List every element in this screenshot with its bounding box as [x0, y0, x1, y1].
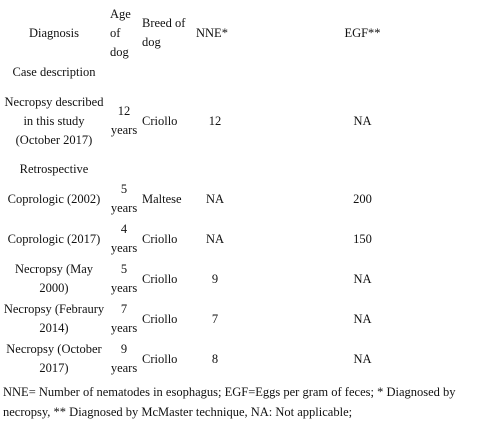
cell-nne: 7: [211, 311, 219, 326]
cell-breed: Maltese: [142, 191, 182, 206]
cell-egf: NA: [353, 271, 372, 286]
header-nne: NNE*: [196, 25, 228, 40]
cell-egf: 150: [353, 231, 372, 246]
cell-diagnosis: Necropsy (May 2000): [14, 262, 94, 295]
cell-age: 7 years: [110, 302, 138, 335]
section-title: Case description: [12, 65, 96, 79]
section-title: Retrospective: [19, 162, 89, 176]
table-row: [0, 179, 489, 219]
header-egf: EGF**: [344, 25, 381, 40]
cell-egf: NA: [353, 351, 372, 366]
cell-age: 12 years: [110, 104, 138, 137]
header-breed: Breed of dog: [142, 16, 186, 49]
cell-nne: 8: [211, 351, 219, 366]
cell-breed: Criollo: [142, 231, 178, 246]
cell-age: 5 years: [110, 262, 138, 295]
cell-diagnosis: Coprologic (2002): [7, 191, 101, 206]
section-row: [0, 160, 489, 179]
cell-egf: NA: [353, 311, 372, 326]
cell-diagnosis: Necropsy (October 2017): [6, 342, 102, 375]
cell-nne: NA: [205, 191, 225, 206]
dog-cases-table: [0, 3, 489, 379]
section-row: [0, 63, 489, 82]
cell-egf: 200: [353, 191, 372, 206]
table-row: [0, 339, 489, 379]
table-row: [0, 299, 489, 339]
table-row: [0, 82, 489, 160]
cell-breed: Criollo: [142, 351, 178, 366]
header-age: Age of dog: [110, 6, 131, 59]
table-row: [0, 219, 489, 259]
cell-diagnosis: Coprologic (2017): [7, 231, 101, 246]
table-row: [0, 259, 489, 299]
cell-egf: NA: [353, 113, 372, 128]
table-footnote: NNE= Number of nematodes in esophagus; EGF=Eggs per gram of feces; * Diagnosed by necropsy, ** Diagnosed by McMaster technique, NA: Not applicable;: [3, 385, 456, 419]
cell-age: 4 years: [110, 222, 138, 255]
cell-age: 5 years: [110, 182, 138, 215]
cell-nne: NA: [205, 231, 225, 246]
cell-breed: Criollo: [142, 311, 178, 326]
table-header: [0, 3, 489, 63]
cell-breed: Criollo: [142, 271, 178, 286]
cell-age: 9 years: [110, 342, 138, 375]
cell-nne: 12: [208, 113, 222, 128]
cell-diagnosis: Necropsy described in this study (October 2017): [4, 94, 104, 147]
cell-nne: 9: [211, 271, 219, 286]
cell-breed: Criollo: [142, 113, 178, 128]
header-diagnosis: Diagnosis: [29, 25, 79, 40]
cell-diagnosis: Necropsy (Febraury 2014): [3, 302, 105, 335]
